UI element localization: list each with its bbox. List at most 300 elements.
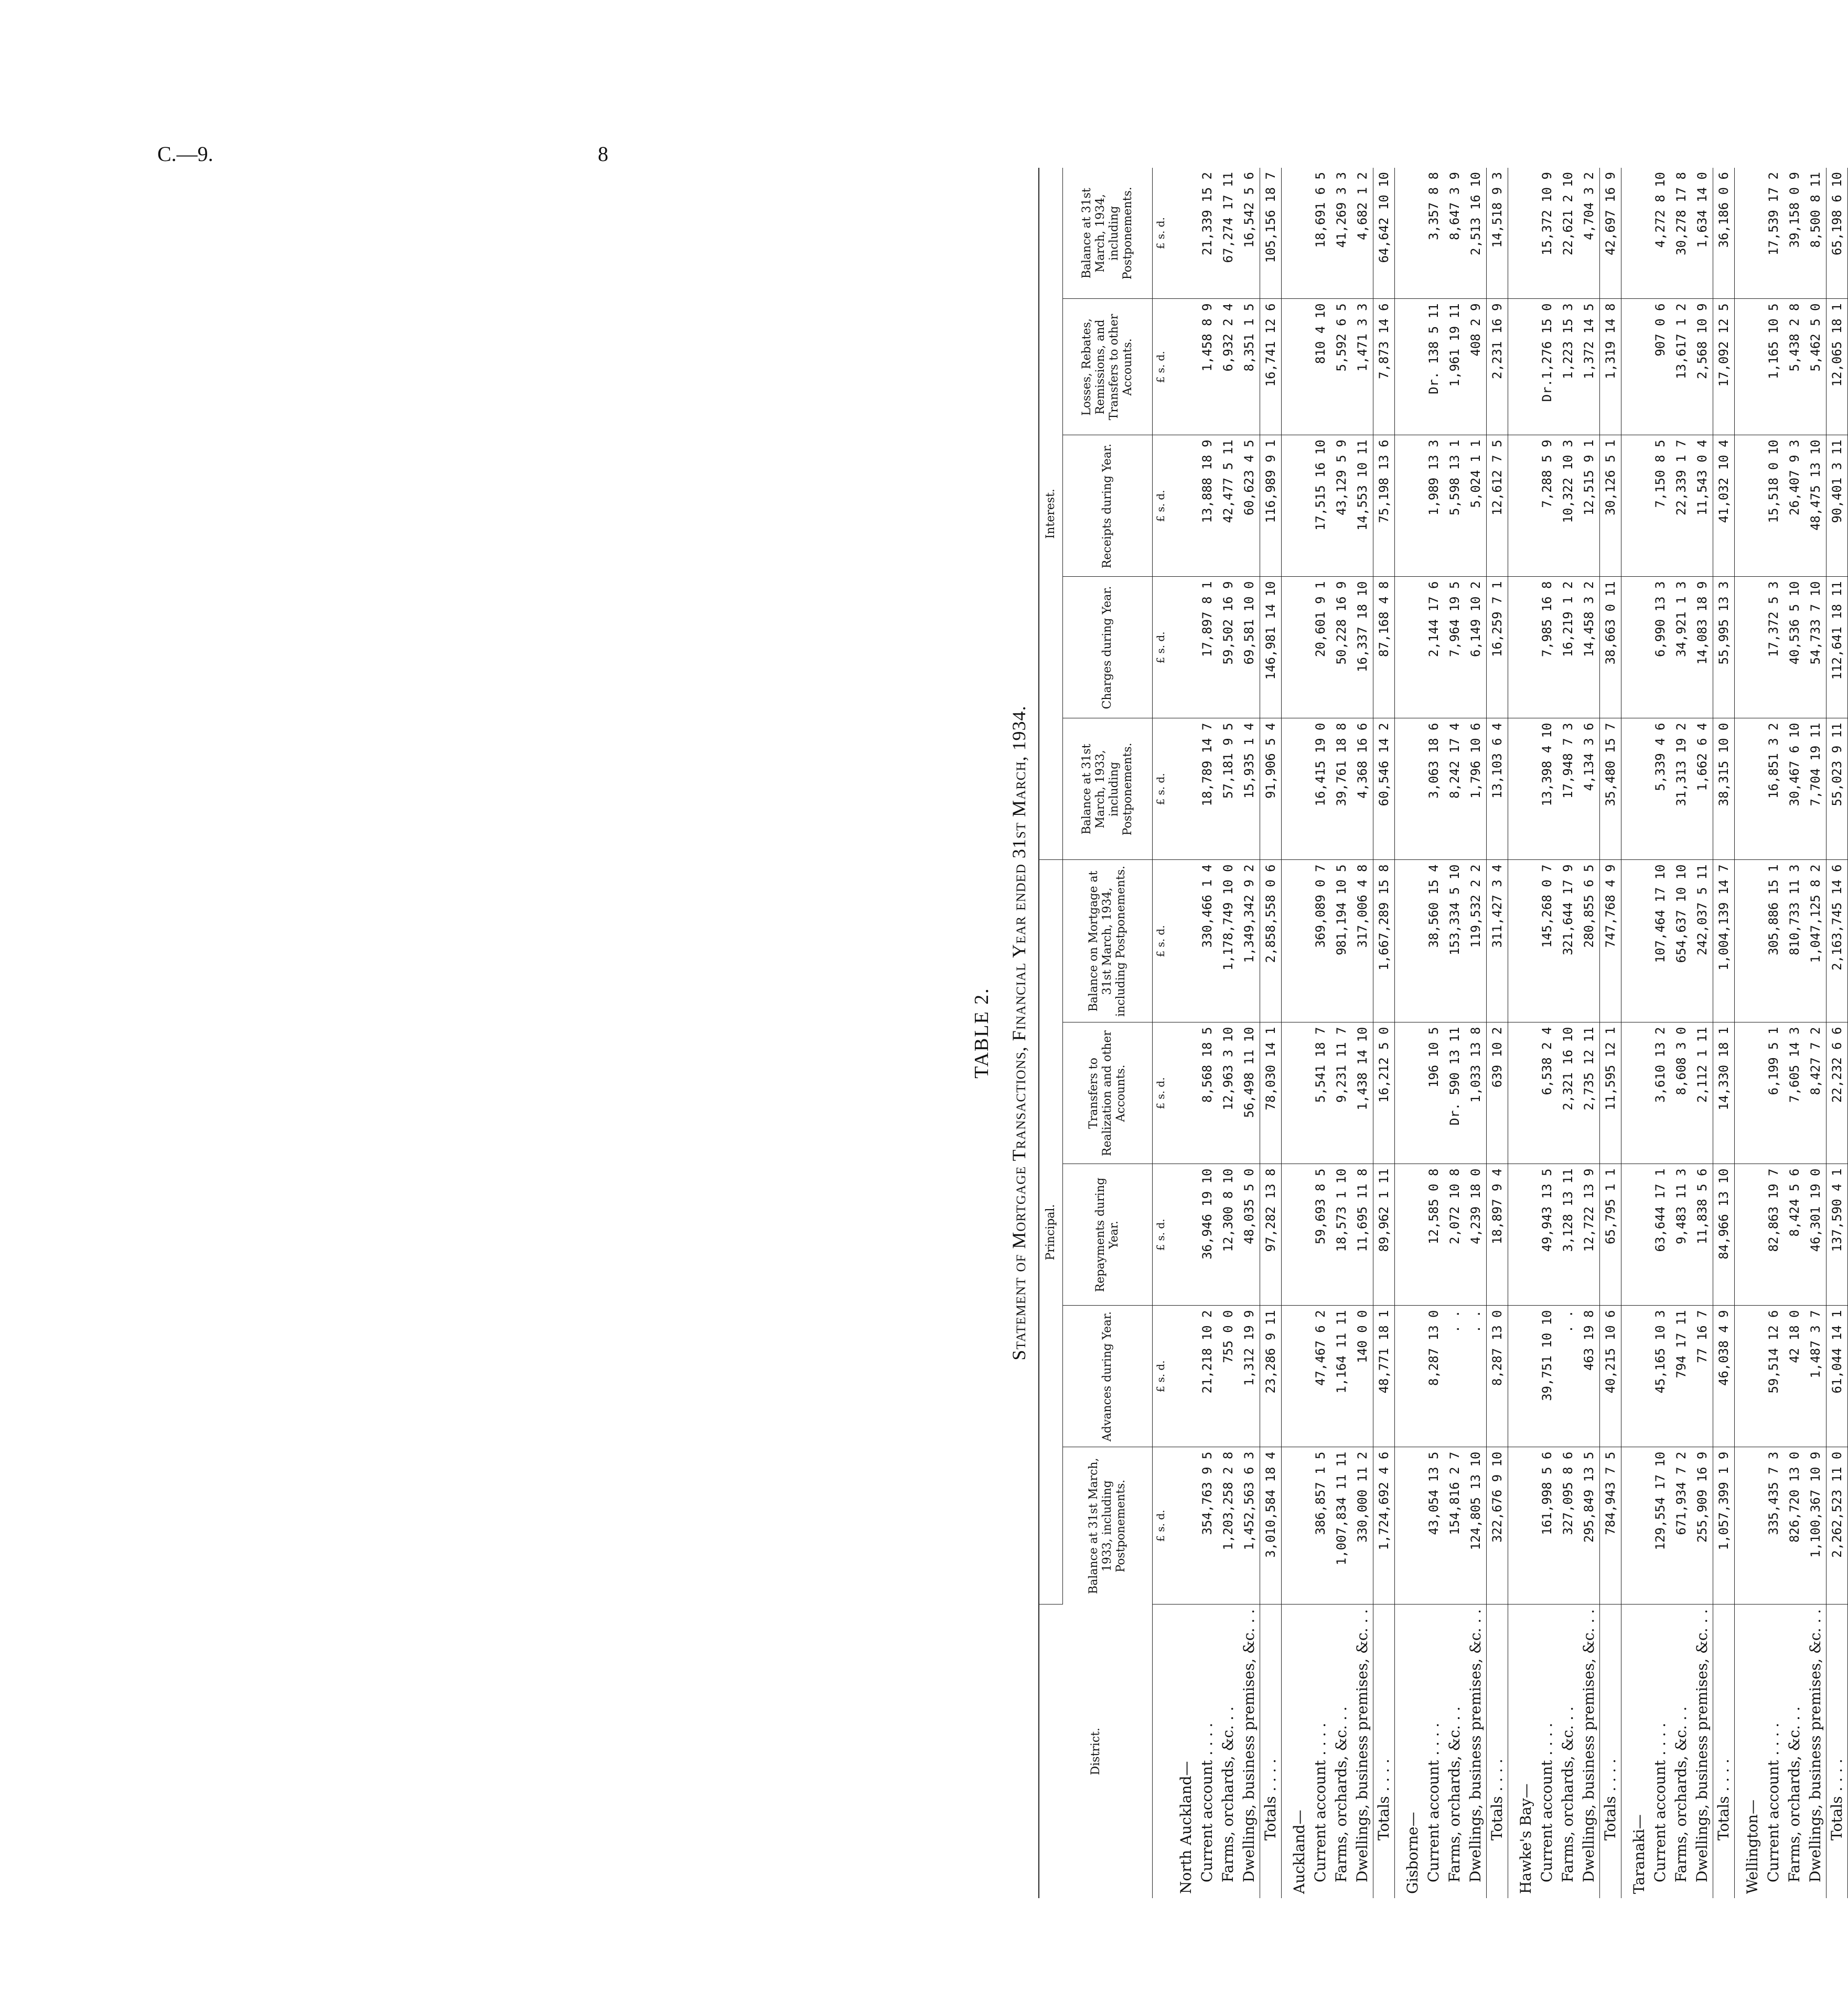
table-cell: 69,581 10 0 xyxy=(1239,577,1260,718)
table-cell: 1,007,834 11 11 xyxy=(1331,1447,1352,1605)
table-cell: 5,462 5 0 xyxy=(1805,299,1826,435)
table-cell xyxy=(1282,1164,1310,1306)
table-cell: 55,995 13 3 xyxy=(1713,577,1735,718)
mortgage-transactions-table xyxy=(1038,168,1848,1898)
table-row xyxy=(1578,168,1600,1898)
table-cell: 1,004,139 14 7 xyxy=(1713,860,1735,1022)
table-cell: . . xyxy=(1557,1306,1578,1447)
table-cell: 7,605 14 3 xyxy=(1784,1022,1805,1164)
units-label: £ s. d. xyxy=(1153,1306,1169,1447)
table-cell: 22,621 2 10 xyxy=(1557,168,1578,299)
table-cell: 91,906 5 4 xyxy=(1260,718,1282,860)
table-cell: 11,595 12 1 xyxy=(1600,1022,1621,1164)
table-cell: 1,458 8 9 xyxy=(1197,299,1218,435)
table-cell: 3,063 18 6 xyxy=(1423,718,1444,860)
table-cell: 16,259 7 1 xyxy=(1487,577,1508,718)
table-cell: 12,065 18 1 xyxy=(1826,299,1848,435)
district-heading-row xyxy=(1395,168,1424,1898)
table-cell: 105,156 18 7 xyxy=(1260,168,1282,299)
table-cell: 1,438 14 10 xyxy=(1352,1022,1373,1164)
table-cell: 1,223 15 3 xyxy=(1557,299,1578,435)
interest-group-header: Interest. xyxy=(1039,168,1063,860)
table-cell: 63,644 17 1 xyxy=(1650,1164,1671,1306)
table-cell: 50,228 16 9 xyxy=(1331,577,1352,718)
table-cell: 3,357 8 8 xyxy=(1423,168,1444,299)
table-cell: 6,149 10 2 xyxy=(1465,577,1487,718)
table-cell: 14,553 10 11 xyxy=(1352,435,1373,577)
table-cell: 14,518 9 3 xyxy=(1487,168,1508,299)
table-cell: 22,339 1 7 xyxy=(1671,435,1692,577)
row-label: Current account . . . . xyxy=(1425,1722,1442,1882)
table-cell: 4,239 18 0 xyxy=(1465,1164,1487,1306)
col-interest-balance-1933: Balance at 31st March, 1933, including Postponements. xyxy=(1063,718,1153,860)
row-label: Farms, orchards, &c. . . xyxy=(1559,1706,1576,1882)
table-cell: 36,186 0 6 xyxy=(1713,168,1735,299)
table-row xyxy=(1444,168,1465,1898)
table-row xyxy=(1650,168,1671,1898)
table-cell: 3,010,584 18 4 xyxy=(1260,1447,1282,1605)
table-cell: 35,480 15 7 xyxy=(1600,718,1621,860)
table-cell: 11,543 0 4 xyxy=(1692,435,1713,577)
units-label: £ s. d. xyxy=(1153,577,1169,718)
units-label: £ s. d. xyxy=(1153,1447,1169,1605)
col-charges: Charges during Year. xyxy=(1063,577,1153,718)
table-cell: 112,641 18 11 xyxy=(1826,577,1848,718)
table-cell: 354,763 9 5 xyxy=(1197,1447,1218,1605)
table-cell: 755 0 0 xyxy=(1218,1306,1239,1447)
table-cell: . . xyxy=(1444,1306,1465,1447)
table-cell: 119,532 2 2 xyxy=(1465,860,1487,1022)
document-reference: C.—9. xyxy=(157,142,213,166)
table-cell: 784,943 7 5 xyxy=(1600,1447,1621,1605)
table-cell xyxy=(1395,860,1424,1022)
table-row xyxy=(1310,168,1331,1898)
table-cell: 116,989 9 1 xyxy=(1260,435,1282,577)
table-cell: 12,585 0 8 xyxy=(1423,1164,1444,1306)
totals-row xyxy=(1600,168,1621,1898)
col-interest-balance-1934: Balance at 31st March, 1934, including Postponements. xyxy=(1063,168,1153,299)
table-cell: 242,037 5 11 xyxy=(1692,860,1713,1022)
table-cell: 255,909 16 9 xyxy=(1692,1447,1713,1605)
table-cell xyxy=(1735,1306,1764,1447)
units-label: £ s. d. xyxy=(1153,168,1169,299)
row-label: Current account . . . . xyxy=(1651,1722,1669,1882)
table-cell: 67,274 17 11 xyxy=(1218,168,1239,299)
table-cell: 39,761 18 8 xyxy=(1331,718,1352,860)
table-cell: 8,647 3 9 xyxy=(1444,168,1465,299)
district-heading-row xyxy=(1282,168,1310,1898)
table-cell: 39,751 10 10 xyxy=(1537,1306,1557,1447)
row-label: Dwellings, business premises, &c. . . xyxy=(1693,1609,1711,1882)
table-cell: 5,024 1 1 xyxy=(1465,435,1487,577)
table-cell: 8,351 1 5 xyxy=(1239,299,1260,435)
table-cell: 41,032 10 4 xyxy=(1713,435,1735,577)
table-cell: 7,964 19 5 xyxy=(1444,577,1465,718)
row-label: Dwellings, business premises, &c. . . xyxy=(1353,1609,1371,1882)
table-cell xyxy=(1395,1447,1424,1605)
table-cell: 13,617 1 2 xyxy=(1671,299,1692,435)
table-cell: 10,322 10 3 xyxy=(1557,435,1578,577)
table-cell: 13,398 4 10 xyxy=(1537,718,1557,860)
table-cell xyxy=(1735,1022,1764,1164)
table-cell: 16,337 18 10 xyxy=(1352,577,1373,718)
table-cell xyxy=(1395,1306,1424,1447)
table-cell: 16,851 3 2 xyxy=(1763,718,1784,860)
table-cell xyxy=(1621,1447,1650,1605)
table-cell: 16,219 1 2 xyxy=(1557,577,1578,718)
table-body xyxy=(1168,168,1848,1898)
table-cell: 1,989 13 3 xyxy=(1423,435,1444,577)
row-label: Auckland— xyxy=(1291,1810,1308,1894)
table-cell: 7,704 19 11 xyxy=(1805,718,1826,860)
table-cell: 794 17 11 xyxy=(1671,1306,1692,1447)
table-cell: 30,278 17 8 xyxy=(1671,168,1692,299)
table-cell: 12,722 13 9 xyxy=(1578,1164,1600,1306)
table-cell: 77 16 7 xyxy=(1692,1306,1713,1447)
table-cell: 26,407 9 3 xyxy=(1784,435,1805,577)
units-label: £ s. d. xyxy=(1153,299,1169,435)
table-cell: 48,771 18 1 xyxy=(1373,1306,1395,1447)
table-cell: 17,539 17 2 xyxy=(1763,168,1784,299)
table-row xyxy=(1239,168,1260,1898)
table-row xyxy=(1557,168,1578,1898)
table-cell: 14,330 18 1 xyxy=(1713,1022,1735,1164)
table-cell: 369,089 0 7 xyxy=(1310,860,1331,1022)
table-cell: 6,990 13 3 xyxy=(1650,577,1671,718)
row-label: Totals . . . . xyxy=(1600,1605,1621,1898)
table-cell: 17,372 5 3 xyxy=(1763,577,1784,718)
table-cell xyxy=(1621,718,1650,860)
table-cell xyxy=(1735,168,1764,299)
table-cell: 7,150 8 5 xyxy=(1650,435,1671,577)
table-cell: 330,000 11 2 xyxy=(1352,1447,1373,1605)
table-cell xyxy=(1282,860,1310,1022)
table-cell: 8,608 3 0 xyxy=(1671,1022,1692,1164)
row-label: Taranaki— xyxy=(1630,1814,1648,1894)
table-row xyxy=(1423,168,1444,1898)
table-cell: 16,415 19 0 xyxy=(1310,718,1331,860)
table-cell: 747,768 4 9 xyxy=(1600,860,1621,1022)
table-cell: 140 0 0 xyxy=(1352,1306,1373,1447)
table-cell: 161,998 5 6 xyxy=(1537,1447,1557,1605)
table-cell: 40,215 10 6 xyxy=(1600,1306,1621,1447)
table-cell: 16,741 12 6 xyxy=(1260,299,1282,435)
table-cell: 9,483 11 3 xyxy=(1671,1164,1692,1306)
table-cell: 45,165 10 3 xyxy=(1650,1306,1671,1447)
table-cell: 11,838 5 6 xyxy=(1692,1164,1713,1306)
row-label: Gisborne— xyxy=(1404,1812,1421,1894)
table-cell: 1,724,692 4 6 xyxy=(1373,1447,1395,1605)
table-cell: 2,513 16 10 xyxy=(1465,168,1487,299)
table-cell: 5,339 4 6 xyxy=(1650,718,1671,860)
table-cell: 87,168 4 8 xyxy=(1373,577,1395,718)
table-cell: 2,163,745 14 6 xyxy=(1826,860,1848,1022)
table-cell: 61,044 14 1 xyxy=(1826,1306,1848,1447)
table-cell: 15,935 1 4 xyxy=(1239,718,1260,860)
table-cell xyxy=(1735,299,1764,435)
row-label: Farms, orchards, &c. . . xyxy=(1219,1706,1237,1882)
table-cell: 42,477 5 11 xyxy=(1218,435,1239,577)
table-cell: 5,438 2 8 xyxy=(1784,299,1805,435)
table-cell: 146,981 14 10 xyxy=(1260,577,1282,718)
table-cell: 2,112 1 11 xyxy=(1692,1022,1713,1164)
table-cell: 137,590 4 1 xyxy=(1826,1164,1848,1306)
table-cell: 59,693 8 5 xyxy=(1310,1164,1331,1306)
col-losses: Losses, Rebates, Remissions, and Transfers to other Accounts. xyxy=(1063,299,1153,435)
table-cell: 3,610 13 2 xyxy=(1650,1022,1671,1164)
table-cell: 153,334 5 10 xyxy=(1444,860,1465,1022)
row-label: Wellington— xyxy=(1744,1799,1761,1894)
row-label: Dwellings, business premises, &c. . . xyxy=(1580,1609,1597,1882)
table-cell: 31,313 19 2 xyxy=(1671,718,1692,860)
page-number: 8 xyxy=(598,142,608,166)
table-cell xyxy=(1735,860,1764,1022)
totals-row xyxy=(1373,168,1395,1898)
table-cell: 4,368 16 6 xyxy=(1352,718,1373,860)
table-cell xyxy=(1168,435,1197,577)
table-cell: 124,805 13 10 xyxy=(1465,1447,1487,1605)
table-cell: 1,164 11 11 xyxy=(1331,1306,1352,1447)
table-cell xyxy=(1168,299,1197,435)
table-cell xyxy=(1508,1306,1537,1447)
table-cell: 57,181 9 5 xyxy=(1218,718,1239,860)
table-cell xyxy=(1508,435,1537,577)
units-label: £ s. d. xyxy=(1153,1164,1169,1306)
totals-row xyxy=(1487,168,1508,1898)
district-heading-row xyxy=(1621,168,1650,1898)
table-cell xyxy=(1168,1022,1197,1164)
table-cell: 810,733 11 3 xyxy=(1784,860,1805,1022)
table-cell: 59,514 12 6 xyxy=(1763,1306,1784,1447)
table-cell: 8,427 7 2 xyxy=(1805,1022,1826,1164)
table-cell: 826,720 13 0 xyxy=(1784,1447,1805,1605)
table-cell: 327,095 8 6 xyxy=(1557,1447,1578,1605)
table-cell: 5,592 6 5 xyxy=(1331,299,1352,435)
table-cell: 5,598 13 1 xyxy=(1444,435,1465,577)
table-cell: 322,676 9 10 xyxy=(1487,1447,1508,1605)
units-label: £ s. d. xyxy=(1153,1022,1169,1164)
table-cell: 18,789 14 7 xyxy=(1197,718,1218,860)
table-cell: 16,212 5 0 xyxy=(1373,1022,1395,1164)
table-cell: 1,165 10 5 xyxy=(1763,299,1784,435)
table-cell: 15,518 0 10 xyxy=(1763,435,1784,577)
table-cell: 8,242 17 4 xyxy=(1444,718,1465,860)
table-cell: 18,691 6 5 xyxy=(1310,168,1331,299)
totals-row xyxy=(1826,168,1848,1898)
table-cell xyxy=(1395,1164,1424,1306)
table-cell: 84,966 13 10 xyxy=(1713,1164,1735,1306)
row-label: Farms, orchards, &c. . . xyxy=(1333,1706,1350,1882)
table-cell: 12,300 8 10 xyxy=(1218,1164,1239,1306)
table-cell: 17,515 16 10 xyxy=(1310,435,1331,577)
table-cell: 14,083 18 9 xyxy=(1692,577,1713,718)
table-cell xyxy=(1621,577,1650,718)
table-cell: 39,158 0 9 xyxy=(1784,168,1805,299)
table-cell: 21,339 15 2 xyxy=(1197,168,1218,299)
table-cell: 6,538 2 4 xyxy=(1537,1022,1557,1164)
table-title: Statement of Mortgage Transactions, Financial Year ended 31st March, 1934. xyxy=(1008,705,1029,1361)
table-cell xyxy=(1282,1022,1310,1164)
col-balance-1933: Balance at 31st March, 1933, including Postponements. xyxy=(1063,1447,1153,1605)
table-cell: 1,372 14 5 xyxy=(1578,299,1600,435)
table-cell: 9,231 11 7 xyxy=(1331,1022,1352,1164)
table-cell xyxy=(1168,1164,1197,1306)
table-cell: 1,667,289 15 8 xyxy=(1373,860,1395,1022)
table-cell: Dr. 590 13 11 xyxy=(1444,1022,1465,1164)
table-cell xyxy=(1168,1447,1197,1605)
table-cell: 46,038 4 9 xyxy=(1713,1306,1735,1447)
table-cell: 49,943 13 5 xyxy=(1537,1164,1557,1306)
table-cell xyxy=(1508,299,1537,435)
district-heading-row xyxy=(1735,168,1764,1898)
table-cell: 8,287 13 0 xyxy=(1423,1306,1444,1447)
table-cell: 2,858,558 0 6 xyxy=(1260,860,1282,1022)
table-cell: 22,232 6 6 xyxy=(1826,1022,1848,1164)
table-cell xyxy=(1395,299,1424,435)
totals-row xyxy=(1260,168,1282,1898)
table-cell: 65,198 6 10 xyxy=(1826,168,1848,299)
table-cell: 56,498 11 10 xyxy=(1239,1022,1260,1164)
table-cell xyxy=(1621,1306,1650,1447)
table-cell xyxy=(1735,1447,1764,1605)
table-cell: 8,287 13 0 xyxy=(1487,1306,1508,1447)
table-cell: 41,269 3 3 xyxy=(1331,168,1352,299)
table-cell: 145,268 0 7 xyxy=(1537,860,1557,1022)
table-cell: 17,092 12 5 xyxy=(1713,299,1735,435)
table-cell: 47,467 6 2 xyxy=(1310,1306,1331,1447)
table-row xyxy=(1763,168,1784,1898)
table-cell xyxy=(1395,577,1424,718)
table-cell: 38,663 0 11 xyxy=(1600,577,1621,718)
table-row xyxy=(1331,168,1352,1898)
row-label: Totals . . . . xyxy=(1713,1605,1735,1898)
table-cell: 4,134 3 6 xyxy=(1578,718,1600,860)
table-cell xyxy=(1168,718,1197,860)
table-cell xyxy=(1508,718,1537,860)
table-cell xyxy=(1621,299,1650,435)
table-cell xyxy=(1508,1022,1537,1164)
table-cell: 5,541 18 7 xyxy=(1310,1022,1331,1164)
table-cell: 295,849 13 5 xyxy=(1578,1447,1600,1605)
table-cell: 18,897 9 4 xyxy=(1487,1164,1508,1306)
table-cell xyxy=(1508,1164,1537,1306)
table-cell: 13,103 6 4 xyxy=(1487,718,1508,860)
table-cell: Dr.1,276 15 0 xyxy=(1537,299,1557,435)
table-cell: 311,427 3 4 xyxy=(1487,860,1508,1022)
table-cell xyxy=(1735,1164,1764,1306)
table-cell: 17,897 8 1 xyxy=(1197,577,1218,718)
table-row xyxy=(1805,168,1826,1898)
table-cell: 1,471 3 3 xyxy=(1352,299,1373,435)
table-cell xyxy=(1395,168,1424,299)
table-cell: 11,695 11 8 xyxy=(1352,1164,1373,1306)
table-cell: 42 18 0 xyxy=(1784,1306,1805,1447)
table-cell: 330,466 1 4 xyxy=(1197,860,1218,1022)
table-cell: 1,487 3 7 xyxy=(1805,1306,1826,1447)
col-receipts: Receipts during Year. xyxy=(1063,435,1153,577)
table-cell xyxy=(1395,435,1424,577)
row-label: Hawke's Bay— xyxy=(1517,1783,1534,1894)
table-cell: 1,662 6 4 xyxy=(1692,718,1713,860)
table-cell: 1,178,749 10 0 xyxy=(1218,860,1239,1022)
table-cell: 129,554 17 10 xyxy=(1650,1447,1671,1605)
table-cell: 810 4 10 xyxy=(1310,299,1331,435)
table-cell xyxy=(1508,577,1537,718)
table-cell: 1,033 13 8 xyxy=(1465,1022,1487,1164)
table-cell: 2,262,523 11 0 xyxy=(1826,1447,1848,1605)
table-cell: 7,288 5 9 xyxy=(1537,435,1557,577)
table-cell: 4,704 3 2 xyxy=(1578,168,1600,299)
table-cell xyxy=(1282,718,1310,860)
table-cell: 18,573 1 10 xyxy=(1331,1164,1352,1306)
table-cell: 64,642 10 10 xyxy=(1373,168,1395,299)
table-cell: 8,424 5 6 xyxy=(1784,1164,1805,1306)
table-cell xyxy=(1168,168,1197,299)
table-cell: Dr. 138 5 11 xyxy=(1423,299,1444,435)
table-cell: 7,985 16 8 xyxy=(1537,577,1557,718)
table-cell: 154,816 2 7 xyxy=(1444,1447,1465,1605)
table-cell xyxy=(1735,577,1764,718)
table-cell: 60,623 4 5 xyxy=(1239,435,1260,577)
table-cell: 30,467 6 10 xyxy=(1784,718,1805,860)
table-cell: 34,921 1 3 xyxy=(1671,577,1692,718)
table-cell: . . xyxy=(1465,1306,1487,1447)
table-cell: 1,349,342 9 2 xyxy=(1239,860,1260,1022)
row-label: Current account . . . . xyxy=(1198,1722,1216,1882)
table-cell: 7,873 14 6 xyxy=(1373,299,1395,435)
row-label: Totals . . . . xyxy=(1260,1605,1282,1898)
table-cell xyxy=(1508,1447,1537,1605)
table-cell: 8,568 18 5 xyxy=(1197,1022,1218,1164)
table-cell: 12,963 3 10 xyxy=(1218,1022,1239,1164)
table-cell xyxy=(1621,860,1650,1022)
district-heading-row xyxy=(1508,168,1537,1898)
table-cell: 36,946 19 10 xyxy=(1197,1164,1218,1306)
table-cell xyxy=(1735,718,1764,860)
table-cell: 38,315 10 0 xyxy=(1713,718,1735,860)
table-cell: 907 0 6 xyxy=(1650,299,1671,435)
table-row xyxy=(1671,168,1692,1898)
table-cell: 16,542 5 6 xyxy=(1239,168,1260,299)
row-label: Farms, orchards, &c. . . xyxy=(1672,1706,1690,1882)
table-cell: 3,128 13 11 xyxy=(1557,1164,1578,1306)
table-cell: 2,231 16 9 xyxy=(1487,299,1508,435)
table-cell: 196 10 5 xyxy=(1423,1022,1444,1164)
table-cell: 8,500 8 11 xyxy=(1805,168,1826,299)
table-cell: 654,637 10 10 xyxy=(1671,860,1692,1022)
units-label: £ s. d. xyxy=(1153,860,1169,1022)
table-cell: 43,129 5 9 xyxy=(1331,435,1352,577)
table-cell xyxy=(1395,1022,1424,1164)
table-cell: 1,319 14 8 xyxy=(1600,299,1621,435)
table-cell: 639 10 2 xyxy=(1487,1022,1508,1164)
table-cell: 408 2 9 xyxy=(1465,299,1487,435)
table-cell: 30,126 5 1 xyxy=(1600,435,1621,577)
table-cell: 2,144 17 6 xyxy=(1423,577,1444,718)
table-row xyxy=(1352,168,1373,1898)
table-cell: 107,464 17 10 xyxy=(1650,860,1671,1022)
table-cell: 12,612 7 5 xyxy=(1487,435,1508,577)
table-cell: 65,795 1 1 xyxy=(1600,1164,1621,1306)
table-cell xyxy=(1282,1306,1310,1447)
units-spacer xyxy=(1153,1605,1169,1898)
table-cell: 321,644 17 9 xyxy=(1557,860,1578,1022)
table-cell: 386,857 1 5 xyxy=(1310,1447,1331,1605)
table-cell: 12,515 9 1 xyxy=(1578,435,1600,577)
table-cell xyxy=(1735,435,1764,577)
row-label: Current account . . . . xyxy=(1312,1722,1329,1882)
table-cell xyxy=(1621,168,1650,299)
